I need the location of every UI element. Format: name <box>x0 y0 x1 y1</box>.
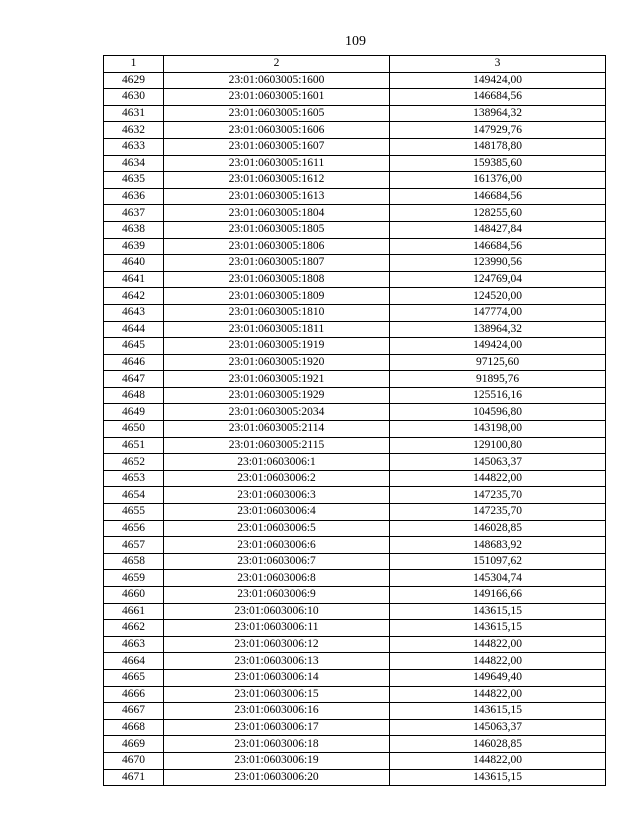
value-cell: 145063,37 <box>390 454 606 471</box>
row-number-cell: 4656 <box>104 520 164 537</box>
table-row <box>104 703 606 720</box>
row-number-cell: 4638 <box>104 221 164 238</box>
cadastral-number-cell: 23:01:0603006:6 <box>164 537 390 554</box>
table-row <box>104 321 606 338</box>
table-row <box>104 736 606 753</box>
value-cell: 145063,37 <box>390 719 606 736</box>
cadastral-number-cell: 23:01:0603006:20 <box>164 769 390 786</box>
row-number-cell: 4662 <box>104 620 164 637</box>
table-row <box>104 371 606 388</box>
value-cell: 97125,60 <box>390 354 606 371</box>
table-row <box>104 155 606 172</box>
row-number-cell: 4669 <box>104 736 164 753</box>
row-number-cell: 4635 <box>104 172 164 189</box>
cadastral-number-cell: 23:01:0603006:17 <box>164 719 390 736</box>
row-number-cell: 4639 <box>104 238 164 255</box>
value-cell: 143615,15 <box>390 603 606 620</box>
table-row <box>104 620 606 637</box>
value-cell: 146028,85 <box>390 736 606 753</box>
row-number-cell: 4629 <box>104 72 164 89</box>
table-row <box>104 437 606 454</box>
table-row <box>104 636 606 653</box>
table-row <box>104 255 606 272</box>
table-row <box>104 487 606 504</box>
page-number: 109 <box>345 34 366 49</box>
value-cell: 149424,00 <box>390 338 606 355</box>
value-cell: 144822,00 <box>390 686 606 703</box>
row-number-cell: 4644 <box>104 321 164 338</box>
row-number-cell: 4659 <box>104 570 164 587</box>
cadastral-number-cell: 23:01:0603005:2114 <box>164 421 390 438</box>
value-cell: 151097,62 <box>390 553 606 570</box>
row-number-cell: 4632 <box>104 122 164 139</box>
header-row <box>104 56 606 73</box>
row-number-cell: 4643 <box>104 304 164 321</box>
table-row <box>104 520 606 537</box>
value-cell: 138964,32 <box>390 321 606 338</box>
value-cell: 146028,85 <box>390 520 606 537</box>
table-row <box>104 122 606 139</box>
row-number-cell: 4645 <box>104 338 164 355</box>
cadastral-number-cell: 23:01:0603006:1 <box>164 454 390 471</box>
table-row <box>104 288 606 305</box>
value-cell: 148178,80 <box>390 138 606 155</box>
table-row <box>104 570 606 587</box>
cadastral-number-cell: 23:01:0603005:1929 <box>164 387 390 404</box>
row-number-cell: 4634 <box>104 155 164 172</box>
table-row <box>104 686 606 703</box>
cadastral-number-cell: 23:01:0603006:10 <box>164 603 390 620</box>
row-number-cell: 4664 <box>104 653 164 670</box>
table-row <box>104 387 606 404</box>
table-row <box>104 188 606 205</box>
table-row <box>104 205 606 222</box>
row-number-cell: 4668 <box>104 719 164 736</box>
value-cell: 124769,04 <box>390 271 606 288</box>
cadastral-number-cell: 23:01:0603006:19 <box>164 752 390 769</box>
row-number-cell: 4648 <box>104 387 164 404</box>
cadastral-number-cell: 23:01:0603005:1809 <box>164 288 390 305</box>
row-number-cell: 4671 <box>104 769 164 786</box>
cadastral-number-cell: 23:01:0603006:16 <box>164 703 390 720</box>
value-cell: 146684,56 <box>390 238 606 255</box>
table-row <box>104 653 606 670</box>
table-row <box>104 338 606 355</box>
value-cell: 147929,76 <box>390 122 606 139</box>
value-cell: 159385,60 <box>390 155 606 172</box>
cadastral-number-cell: 23:01:0603005:1613 <box>164 188 390 205</box>
value-cell: 147235,70 <box>390 487 606 504</box>
row-number-cell: 4647 <box>104 371 164 388</box>
value-cell: 91895,76 <box>390 371 606 388</box>
value-cell: 147774,00 <box>390 304 606 321</box>
row-number-cell: 4633 <box>104 138 164 155</box>
value-cell: 145304,74 <box>390 570 606 587</box>
header-cell-1: 1 <box>104 56 164 73</box>
cadastral-number-cell: 23:01:0603005:1807 <box>164 255 390 272</box>
cadastral-number-cell: 23:01:0603005:1921 <box>164 371 390 388</box>
table-row <box>104 72 606 89</box>
value-cell: 146684,56 <box>390 188 606 205</box>
header-cell-2: 2 <box>164 56 390 73</box>
cadastral-number-cell: 23:01:0603005:1920 <box>164 354 390 371</box>
cadastral-number-cell: 23:01:0603006:12 <box>164 636 390 653</box>
cadastral-number-cell: 23:01:0603005:2115 <box>164 437 390 454</box>
value-cell: 161376,00 <box>390 172 606 189</box>
value-cell: 148683,92 <box>390 537 606 554</box>
value-cell: 144822,00 <box>390 653 606 670</box>
table-row <box>104 105 606 122</box>
table-row <box>104 89 606 106</box>
cadastral-number-cell: 23:01:0603006:4 <box>164 504 390 521</box>
row-number-cell: 4670 <box>104 752 164 769</box>
row-number-cell: 4663 <box>104 636 164 653</box>
value-cell: 148427,84 <box>390 221 606 238</box>
table-row <box>104 553 606 570</box>
table-row <box>104 271 606 288</box>
value-cell: 144822,00 <box>390 636 606 653</box>
row-number-cell: 4640 <box>104 255 164 272</box>
row-number-cell: 4655 <box>104 504 164 521</box>
cadastral-number-cell: 23:01:0603006:15 <box>164 686 390 703</box>
table-row <box>104 470 606 487</box>
cadastral-number-cell: 23:01:0603006:9 <box>164 587 390 604</box>
cadastral-number-cell: 23:01:0603006:11 <box>164 620 390 637</box>
table-row <box>104 769 606 786</box>
row-number-cell: 4666 <box>104 686 164 703</box>
row-number-cell: 4646 <box>104 354 164 371</box>
table-row <box>104 587 606 604</box>
row-number-cell: 4657 <box>104 537 164 554</box>
table-row <box>104 172 606 189</box>
table-row <box>104 238 606 255</box>
cadastral-number-cell: 23:01:0603005:1601 <box>164 89 390 106</box>
value-cell: 138964,32 <box>390 105 606 122</box>
table-row <box>104 304 606 321</box>
table-row <box>104 221 606 238</box>
table-row <box>104 603 606 620</box>
row-number-cell: 4661 <box>104 603 164 620</box>
cadastral-number-cell: 23:01:0603005:1810 <box>164 304 390 321</box>
cadastral-number-cell: 23:01:0603005:1600 <box>164 72 390 89</box>
value-cell: 123990,56 <box>390 255 606 272</box>
table-row <box>104 404 606 421</box>
cadastral-number-cell: 23:01:0603005:1611 <box>164 155 390 172</box>
cadastral-number-cell: 23:01:0603006:18 <box>164 736 390 753</box>
table-row <box>104 138 606 155</box>
value-cell: 144822,00 <box>390 752 606 769</box>
row-number-cell: 4630 <box>104 89 164 106</box>
cadastral-number-cell: 23:01:0603005:1805 <box>164 221 390 238</box>
row-number-cell: 4650 <box>104 421 164 438</box>
value-cell: 149649,40 <box>390 669 606 686</box>
cadastral-number-cell: 23:01:0603005:1607 <box>164 138 390 155</box>
registry-table <box>103 55 606 786</box>
row-number-cell: 4660 <box>104 587 164 604</box>
cadastral-number-cell: 23:01:0603005:1811 <box>164 321 390 338</box>
value-cell: 147235,70 <box>390 504 606 521</box>
cadastral-number-cell: 23:01:0603005:1806 <box>164 238 390 255</box>
cadastral-number-cell: 23:01:0603005:1606 <box>164 122 390 139</box>
cadastral-number-cell: 23:01:0603006:14 <box>164 669 390 686</box>
value-cell: 128255,60 <box>390 205 606 222</box>
value-cell: 143615,15 <box>390 769 606 786</box>
row-number-cell: 4631 <box>104 105 164 122</box>
row-number-cell: 4658 <box>104 553 164 570</box>
row-number-cell: 4667 <box>104 703 164 720</box>
row-number-cell: 4641 <box>104 271 164 288</box>
cadastral-number-cell: 23:01:0603006:8 <box>164 570 390 587</box>
table-body <box>104 56 606 786</box>
row-number-cell: 4665 <box>104 669 164 686</box>
table-row <box>104 421 606 438</box>
cadastral-number-cell: 23:01:0603006:5 <box>164 520 390 537</box>
row-number-cell: 4636 <box>104 188 164 205</box>
value-cell: 149424,00 <box>390 72 606 89</box>
table-row <box>104 537 606 554</box>
value-cell: 144822,00 <box>390 470 606 487</box>
value-cell: 143615,15 <box>390 703 606 720</box>
row-number-cell: 4651 <box>104 437 164 454</box>
cadastral-number-cell: 23:01:0603005:1808 <box>164 271 390 288</box>
cadastral-number-cell: 23:01:0603006:13 <box>164 653 390 670</box>
cadastral-number-cell: 23:01:0603005:2034 <box>164 404 390 421</box>
cadastral-number-cell: 23:01:0603005:1612 <box>164 172 390 189</box>
value-cell: 129100,80 <box>390 437 606 454</box>
cadastral-number-cell: 23:01:0603006:7 <box>164 553 390 570</box>
header-cell-3: 3 <box>390 56 606 73</box>
row-number-cell: 4637 <box>104 205 164 222</box>
cadastral-number-cell: 23:01:0603006:3 <box>164 487 390 504</box>
value-cell: 125516,16 <box>390 387 606 404</box>
cadastral-number-cell: 23:01:0603005:1605 <box>164 105 390 122</box>
row-number-cell: 4649 <box>104 404 164 421</box>
cadastral-number-cell: 23:01:0603005:1804 <box>164 205 390 222</box>
table-row <box>104 354 606 371</box>
value-cell: 124520,00 <box>390 288 606 305</box>
row-number-cell: 4642 <box>104 288 164 305</box>
row-number-cell: 4653 <box>104 470 164 487</box>
table-row <box>104 752 606 769</box>
row-number-cell: 4654 <box>104 487 164 504</box>
row-number-cell: 4652 <box>104 454 164 471</box>
value-cell: 104596,80 <box>390 404 606 421</box>
value-cell: 143615,15 <box>390 620 606 637</box>
value-cell: 146684,56 <box>390 89 606 106</box>
table-row <box>104 669 606 686</box>
table-row <box>104 504 606 521</box>
cadastral-number-cell: 23:01:0603005:1919 <box>164 338 390 355</box>
table-row <box>104 719 606 736</box>
table-row <box>104 454 606 471</box>
cadastral-number-cell: 23:01:0603006:2 <box>164 470 390 487</box>
value-cell: 149166,66 <box>390 587 606 604</box>
value-cell: 143198,00 <box>390 421 606 438</box>
